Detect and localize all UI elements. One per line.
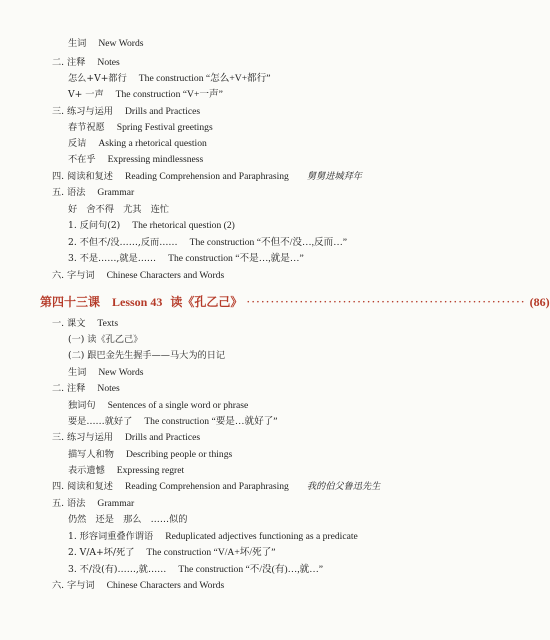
page-number: (86)	[529, 295, 550, 309]
toc-section: 六. 字与词 Chinese Characters and Words	[52, 270, 225, 281]
toc-entry: (一) 读《孔乙己》	[68, 334, 143, 345]
toc-entry: 1. 形容词重叠作谓语 Reduplicated adjectives functioning as a predicate	[68, 531, 358, 542]
toc-section: 一. 课文 Texts	[52, 318, 119, 329]
toc-entry: 表示遗憾 Expressing regret	[68, 465, 185, 476]
toc-entry: 2. 不但不/没……,反而…… The construction “不但不/没…,反而…”	[68, 237, 348, 248]
toc-entry: 独词句 Sentences of a single word or phrase	[68, 400, 249, 411]
lesson-heading[interactable]	[40, 293, 550, 310]
toc-entry: 描写人和物 Describing people or things	[68, 449, 233, 460]
toc-section: 四. 阅读和复述 Reading Comprehension and Paraphrasing 舅舅进城拜年	[52, 171, 362, 182]
toc-entry: 3. 不/没(有)……,就…… The construction “不/没(有)…,就…”	[68, 564, 324, 575]
toc-entry: 3. 不是……,就是…… The construction “不是…,就是…”	[68, 253, 304, 264]
toc-entry: 春节祝愿 Spring Festival greetings	[68, 122, 213, 133]
dot-leader: ··························································	[246, 295, 526, 309]
toc-entry: 反诘 Asking a rhetorical question	[68, 138, 207, 149]
toc-entry: (二) 跟巴金先生握手——马大为的日记	[68, 350, 226, 361]
toc-entry: 不在乎 Expressing mindlessness	[68, 154, 204, 165]
toc-entry: 2. V/A+坏/死了 The construction “V/A+坏/死了”	[68, 547, 276, 558]
toc-section: 五. 语法 Grammar	[52, 187, 135, 198]
toc-section: 六. 字与词 Chinese Characters and Words	[52, 580, 225, 591]
toc-entry: V+ 一声 The construction “V+一声”	[68, 89, 223, 100]
lesson-english: Lesson 43	[112, 295, 163, 309]
toc-entry: 好 舍不得 尤其 连忙	[68, 204, 170, 215]
toc-entry: 要是……就好了 The construction “要是…就好了”	[68, 416, 278, 427]
toc-entry: 怎么+V+都行 The construction “怎么+V+都行”	[68, 73, 271, 84]
toc-entry: 生词 New Words	[68, 367, 144, 378]
toc-section: 四. 阅读和复述 Reading Comprehension and Paraphrasing 我的伯父鲁迅先生	[52, 481, 381, 492]
toc-entry: 生词 New Words	[68, 38, 144, 49]
toc-entry: 仍然 还是 那么 ……似的	[68, 514, 188, 525]
toc-section: 二. 注释 Notes	[52, 57, 120, 68]
toc-section: 二. 注释 Notes	[52, 383, 120, 394]
toc-section: 三. 练习与运用 Drills and Practices	[52, 106, 201, 117]
toc-section: 三. 练习与运用 Drills and Practices	[52, 432, 201, 443]
lesson-number: 第四十三课	[40, 295, 101, 309]
toc-entry: 1. 反问句(2) The rhetorical question (2)	[68, 220, 235, 231]
lesson-title: 读《孔乙己》	[170, 295, 243, 309]
toc-section: 五. 语法 Grammar	[52, 498, 135, 509]
